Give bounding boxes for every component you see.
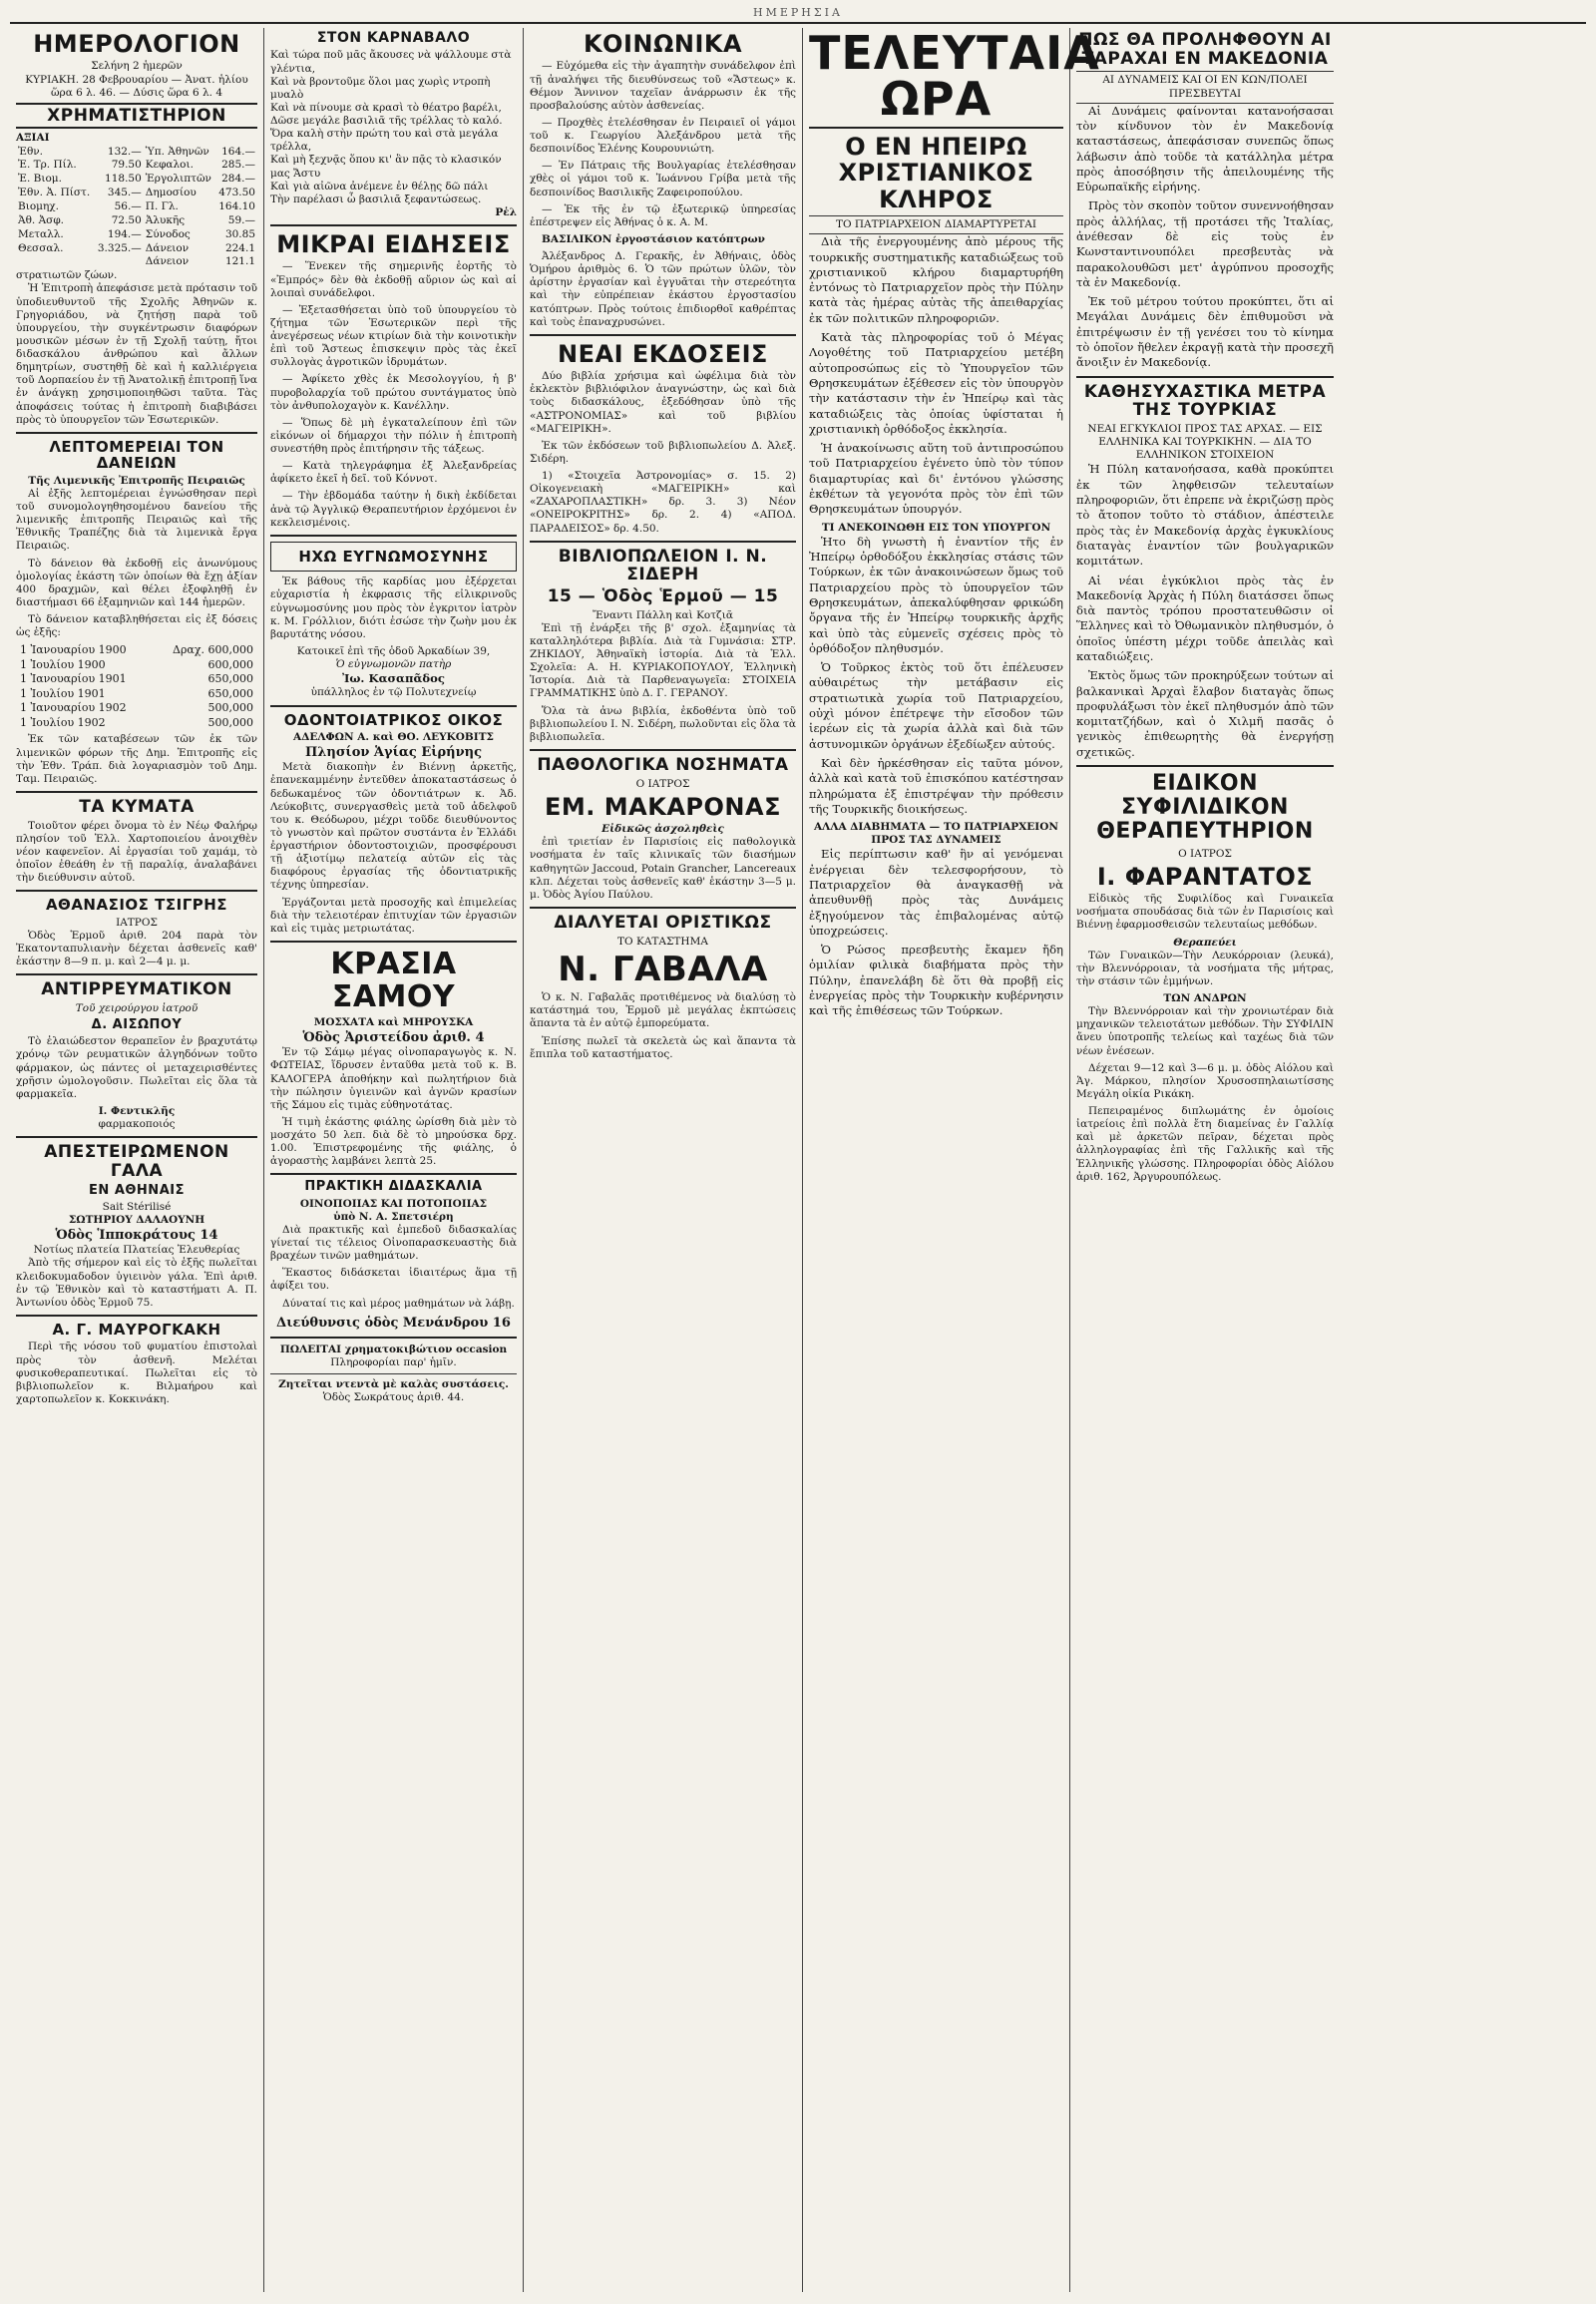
market-cell: Ἐθν. Ἀ. Πίστ.	[18, 187, 91, 199]
school-title: ΠΡΑΚΤΙΚΗ ΔΙΔΑΣΚΑΛΙΑ	[304, 1179, 483, 1195]
loan-amount: 650,000	[207, 686, 253, 700]
shop-name: Ν. ΓΑΒΑΛΑ	[558, 949, 768, 989]
wanted-text: Ζητεῖται ντεντὰ μὲ καλὰς συστάσεις.	[278, 1378, 509, 1391]
antirheum-text: Τὸ ἐλαιώδεστον θεραπεῖον ἐν βραχυτάτῳ χρόνῳ τῶν ρευματικῶν ἀλγηδόνων τοῦτο φάρμακον, ὡς πάντες οἱ μεταχειρισθέντες χρῆσιν ὡμολογοῦσιν. Πωλεῖται εἰς ὅλα τὰ φαρμακεῖα.	[16, 1035, 257, 1100]
lead-text-3: Ἡ ἀνακοίνωσις αὕτη τοῦ ἀντιπροσώπου τοῦ Πατριαρχείου ἐγένετο ὑπὸ τὸν τύπον διαμαρτυρίας καὶ δι' ἐντόνου γλώσσης ἐκθέτων τὰ γεγονότα πρὸς τὸν ἐπὶ τῶν Θρησκευμάτων ὑπουργόν.	[809, 441, 1063, 517]
market-cell: 285.—	[221, 159, 255, 172]
lead-text-1: Διὰ τῆς ἐνεργουμένης ἀπὸ μέρους τῆς τουρκικῆς συστηματικῆς καταδιώξεως τοῦ χριστιανικοῦ κλήρου διαμαρτυρήθη ἐντόνως τὸ Πατριαρχεῖον πρὸς τὴν Πύλην κατὰ τὰς ἡμέρας αὐτὰς τῆς ἀπειθαρχίας ἐκ τῶν πολιτικῶν πληροφοριῶν.	[809, 234, 1063, 325]
news-title: ΜΙΚΡΑΙ ΕΙΔΗΣΕΙΣ	[276, 230, 511, 259]
masthead-title: ΗΜΕΡΗΣΙΑ	[753, 6, 843, 19]
market-note: στρατιωτῶν ζώων.	[16, 269, 118, 282]
market-cell: Ἐ. Τρ. Πίλ.	[18, 159, 77, 172]
market-cell: 118.50	[105, 173, 142, 186]
verse-line: Καὶ τώρα ποῦ μᾶς ἄκουσες νὰ ψάλλουμε στὰ γλέντια,	[270, 49, 512, 75]
mirrors-text: Ἀλέξανδρος Δ. Γερακῆς, ἐν Ἀθήναις, ὁδὸς Ὁμήρου ἀριθμὸς 6. Ὁ τῶν πρώτων ὑλῶν, τὸν ἀρίστην ἐργασίαν καὶ ἐγγυᾶται τὴν στερεότητα καὶ τὴν εὐπρέπειαν ἑκάστου ἐργοστασίου κατόπτρων. Πρὸς τούτοις ἐπιδιορθοῖ καθρέπτας καὶ τοὺς ἐπαναχρυσώνει.	[530, 250, 796, 328]
school-text-3: Δύναταί τις καὶ μέρος μαθημάτων νὰ λάβῃ.	[282, 1297, 515, 1310]
market-cell: 59.—	[227, 213, 255, 226]
market-row	[16, 173, 257, 187]
pathology-text: ἐπὶ τριετίαν ἐν Παρισίοις εἰς παθολογικὰ νοσήματα ἐν ταῖς κλινικαῖς τῶν διασήμων καθηγητῶν Jaccoud, Potain Grancher, Lancereaux κλπ. Δέχεται τοὺς ἀσθενεῖς καθ' ἑκάστην 3—5 μ. μ. Ὁδὸς Ἀγίου Παύλου.	[530, 836, 796, 901]
karnavalo-title: ΣΤΟΝ ΚΑΡΝΑΒΑΛΟ	[316, 30, 471, 46]
social-title: ΚΟΙΝΩΝΙΚΑ	[583, 30, 743, 58]
loans-table	[16, 643, 257, 730]
news-item: — Ἀφίκετο χθὲς ἐκ Μεσολογγίου, ἡ β' πυροβολαρχία τοῦ πρώτου συντάγματος ὑπὸ τὸν ἀνθυπολοχαγὸν κ. Κανέλλην.	[270, 373, 517, 412]
clinic-text-8: Τῶν Γυναικῶν—Τὴν Λευκόρροιαν (λευκά), τὴν Βλεννόρροιαν, τὰ νοσήματα τῆς μήτρας, τὴν στάσιν τῶν ἐμμήνων.	[1076, 949, 1334, 987]
market-cell: 72.50	[111, 213, 142, 226]
lead-text-5: Ὁ Τοῦρκος ἐκτὸς τοῦ ὅτι ἐπέλευσεν αὐθαιρέτως τὴν μετάβασιν εἰς στρατιωτικὰ χωρία τοῦ Πατριαρχείου, οὐχὶ μόνον ἐπέτρεψε τὴν εἴσοδον τῶν ἱερέων εἰς τὰ χωρία ἀλλὰ καὶ διὰ τῶν ἀστυνομικῶν ὀργάνων ἐξεδίωξεν αὐτούς.	[809, 660, 1063, 751]
market-sub: ΑΞΙΑΙ	[16, 132, 50, 145]
column-4	[803, 26, 1100, 2292]
market-cell: 284.—	[221, 173, 255, 186]
market-cell: 30.85	[224, 227, 255, 240]
antirheum-signer-role: φαρμακοποιός	[98, 1118, 176, 1131]
occasion-title: ΠΩΛΕΙΤΑΙ χρηματοκιβώτιον occasion	[279, 1343, 508, 1355]
macedonia-text-3: Ἐκ τοῦ μέτρου τούτου προκύπτει, ὅτι αἱ Μεγάλαι Δυνάμεις δὲν ἐπιθυμοῦσι νὰ ἐπιτρέψωσιν ἐν τῇ γενέσει του τὸ κίνημα τὸ ὁποῖον ἤθελεν ἐκραγῇ κατὰ τὴν προσεχῆ ἄνοιξιν ἐν Μακεδονίᾳ.	[1076, 294, 1334, 370]
dentist-text: Μετὰ διακοπὴν ἐν Βιέννῃ ἀρκετῆς, ἐπανεκαμμένην ἐντεῦθεν ἀποκαταστάσεως ὁ δεδωκαμένος τῶν ὀδοντιάτρων κ. Ἀδ. Λεύκοβιτς, συνεργασθεὶς μετὰ τοῦ ἀδελφοῦ του κ. Θεόδωρου, μέχρι τοῦδε διευθύνοντος τὸ γνωστὸν καὶ πρῶτον συστάντα ἐν Ἑλλάδι ἐργαστήριον ὀδοντοστοιχιῶν, προσφέρουσι τῇ ἀξιοτίμῳ πελατείᾳ αὐτῶν εἰς τὰς διαφόρους ἐργασίας τῆς ὀδοντιατρικῆς τέχνης ὑπηρεσίαν.	[270, 761, 517, 892]
market-cell: 79.50	[111, 159, 142, 172]
market-cell: Ἐ. Βιομ.	[18, 173, 62, 186]
dentist-text-2: Ἐργάζονται μετὰ προσοχῆς καὶ ἐπιμελείας διὰ τὴν τελειοτέραν ἐπιτυχίαν τῶν ἐργασιῶν καὶ εἰς τιμὰς μετριωτάτας.	[270, 896, 517, 935]
lead-headline: Ο ΕΝ ΗΠΕΙΡΩ ΧΡΙΣΤΙΑΝΙΚΟΣ ΚΛΗΡΟΣ	[838, 133, 1034, 213]
lead-sub-2: ΤΙ ΑΝΕΚΟΙΝΩΘΗ ΕΙΣ ΤΟΝ ΥΠΟΥΡΓΟΝ	[821, 521, 1051, 534]
mirrors-title: ΒΑΣΙΛΙΚΟΝ ἐργοστάσιον κατόπτρων	[542, 232, 765, 245]
verse-line: Ὅρα καλὴ στὴν πρώτη του καὶ στὰ μεγάλα τρέλλα,	[270, 128, 499, 154]
antirheum-signer: Ι. Φεντικλῆς	[98, 1104, 176, 1117]
lead-text-2: Κατὰ τὰς πληροφορίας τοῦ ὁ Μέγας Λογοθέτης τοῦ Πατριαρχείου μετέβη αὐτοπροσώπως εἰς τὸ Ὑπουργεῖον τῶν Θρησκευμάτων ἐξέθεσεν εἰς τὸν ὑπουργὸν τὴν κατάστασιν τὴν ἐν Ἠπείρῳ καὶ τὰς καταδιώξεις τὰς ὁποίας ὑφίσταται ἡ χριστιανικὴ ὀρθόδοξος ἐκκλησία.	[809, 330, 1063, 436]
social-item: — Ἐν Πάτραις τῆς Βουλγαρίας ἐτελέσθησαν χθὲς οἱ γάμοι τοῦ κ. Ἰωάννου Γρίβα μετὰ τῆς δεσποινίδος Βασιλικῆς Ζαφειροπούλου.	[530, 160, 796, 198]
wine-price: Ἡ τιμὴ ἑκάστης φιάλης ὡρίσθη διὰ μὲν τὸ μοσχάτο 50 λεπ. διὰ δὲ τὸ μηρούσκα δρχ. 1.00. Ἐπιστρεφομένης τῆς φιάλης, ὁ ἀγοραστὴς λαμβάνει λεπτὰ 25.	[270, 1115, 517, 1168]
pathology-name: ΕΜ. ΜΑΚΑΡΟΝΑΣ	[545, 792, 781, 821]
wanted-addr: Ὁδὸς Σωκράτους ἀριθ. 44.	[322, 1391, 465, 1404]
loan-amount: 600,000	[207, 657, 253, 671]
market-cell: 164.—	[221, 145, 255, 158]
wine-addr: Ὁδὸς Ἀριστείδου ἀριθ. 4	[302, 1030, 485, 1046]
market-cell: Δάνειον	[145, 255, 190, 268]
loan-date: 1 Ἰανουαρίου 1900	[20, 643, 127, 657]
dentist-addr: Πλησίον Ἁγίας Εἰρήνης	[304, 745, 483, 761]
market-cell: 3.325.—	[97, 241, 142, 254]
calendar-moon: Σελήνη 2 ἡμερῶν	[91, 60, 183, 73]
market-cell: Ὑπ. Ἀθηνῶν	[145, 145, 209, 158]
loans-text-4: Ἐκ τῶν καταβέσεων τῶν ἐκ τῶν λιμενικῶν φόρων τῆς Δημ. Ἐπιτροπῆς εἰς τὴν Ἐθν. Τράπ. διὰ λογαριασμὸν τοῦ Δημ. Ταμ. Πειραιῶς.	[16, 733, 257, 785]
columns	[10, 28, 1586, 2292]
loan-date: 1 Ἰουλίου 1901	[20, 686, 106, 700]
loans-text-1: Αἱ ἐξῆς λεπτομέρειαι ἐγνώσθησαν περὶ τοῦ συνομολογηθησομένου δανείου τῆς λιμενικῆς ἐπιτροπῆς Πειραιῶς καὶ τῆς Ἐθνικῆς Τραπέζης διὰ τὰ λιμενικὰ ἔργα Πειραιῶς.	[16, 487, 257, 553]
lead-text-6: Καὶ δὲν ἠρκέσθησαν εἰς ταῦτα μόνον, ἀλλὰ καὶ κατὰ τοῦ ἐπισκόπου κατέστησαν πληρώματα ἐξ ἐπιστρέψαν τὴν πρόθεσιν τῆς Τουρκικῆς διοικήσεως.	[809, 755, 1063, 816]
market-cell: Ἀθ. Ἀσφ.	[18, 213, 65, 226]
lead-sub-3: ΑΛΛΑ ΔΙΑΒΗΜΑΤΑ — ΤΟ ΠΑΤΡΙΑΡΧΕΙΟΝ ΠΡΟΣ ΤΑΣ ΔΥΝΑΜΕΙΣ	[814, 821, 1058, 847]
market-row	[16, 228, 257, 242]
doctor-text: Ὁδὸς Ἑρμοῦ ἀριθ. 204 παρὰ τὸν Ἐκατονταπυλιανὴν δέχεται ἀσθενεῖς καθ' ἑκάστην 8—9 π. μ. καὶ 2—4 μ. μ.	[16, 929, 257, 968]
clinic-name: Ι. ΦΑΡΑΝΤΑΤΟΣ	[1096, 862, 1314, 891]
loan-row	[16, 672, 257, 687]
pathology-title: ΠΑΘΟΛΟΓΙΚΑ ΝΟΣΗΜΑΤΑ	[537, 754, 789, 775]
news-item: — Κατὰ τηλεγράφημα ἐξ Ἀλεξανδρείας ἀφίκετο ἐκεῖ ἡ δεῖ. τοῦ Κόννοτ.	[270, 460, 517, 486]
loan-amount: 500,000	[207, 715, 253, 729]
macedonia-text-1: Αἱ Δυνάμεις φαίνονται κατανοήσασαι τὸν κίνδυνον τὸν ἐν Μακεδονίᾳ καταστάσεως, ἀπεφάσισαν συνεπῶς ὅπως λάβωσιν ἀπὸ τοῦδε τὰ κατάλληλα μέτρα πρὸς ἀποσόβησιν τῆς ἀπειλουμένης τῆς Εὐρωπαϊκῆς εἰρήνης.	[1076, 103, 1334, 194]
milk-near: Νοτίως πλατεία Πλατείας Ἐλευθερίας	[33, 1244, 240, 1257]
mavrogaki-title: Α. Γ. ΜΑΥΡΟΓΚΑΚΗ	[52, 1320, 221, 1339]
clinic-title: ΕΙΔΙΚΟΝ ΣΥΦΙΛΙΔΙΚΟΝ ΘΕΡΑΠΕΥΤΗΡΙΟΝ	[1096, 771, 1314, 845]
market-cell: 194.—	[107, 227, 142, 240]
mavrogaki-text: Περὶ τῆς νόσου τοῦ φυματίου ἐπιστολαὶ πρὸς τὸν ἀσθενῆ. Μελέται φυσικοθεραπευτικαί. Πωλεῖται εἰς τὸ βιβλιοπωλεῖον κ. Βιλμαήρου καὶ χαρτοπωλεῖον κ. Κοκκινάκη.	[16, 1341, 257, 1405]
milk-brand: Sait Stérilisé	[102, 1200, 172, 1213]
loan-row	[16, 687, 257, 702]
turkey-text-4: Ἡ Πύλη κατανοήσασα, καθὰ προκύπτει ἐκ τῶν ληφθεισῶν τελευταίων πληροφοριῶν, ὅτι ἐπρεπε νὰ ἐκριζώσῃ πρὸς τὸ ἄτοπον τοῦτο τὸ στάδιον, ἀπέστειλε πρὸς τὰς ἐν Μακεδονίᾳ ἀρχὰς ἐγκυκλίους διαταγὰς ἐναντίον τῶν βουλγαρικῶν κομιτάτων.	[1076, 462, 1334, 569]
calendar-day: ΚΥΡΙΑΚΗ. 28 Φεβρουαρίου — Ἀνατ. ἡλίου ὥρα 6 λ. 46. — Δύσις ὥρα 6 λ. 4	[25, 73, 248, 99]
market-cell	[94, 255, 143, 269]
lead-hero: ΤΕΛΕΥΤΑΙΑ ΩΡΑ	[809, 26, 1100, 126]
dentist-sub: ΑΔΕΛΦΩΝ Α. καὶ ΘΟ. ΛΕΥΚΟΒΙΤΣ	[293, 731, 494, 744]
market-row	[16, 200, 257, 214]
market-cell: 56.—	[114, 200, 142, 213]
pathology-role: Ο ΙΑΤΡΟΣ	[635, 777, 690, 790]
bookshop-title: ΒΙΒΛΙΟΠΩΛΕΙΟΝ Ι. Ν. ΣΙΔΕΡΗ	[558, 546, 768, 585]
milk-address: Ὁδὸς Ἱπποκράτους 14	[55, 1228, 218, 1244]
pathology-sub: Εἰδικῶς ἀσχοληθεὶς	[601, 823, 724, 836]
macedonia-sub: ΑΙ ΔΥΝΑΜΕΙΣ ΚΑΙ ΟΙ ΕΝ ΚΩΝ/ΠΟΛΕΙ ΠΡΕΣΒΕΥΤΑΙ	[1076, 71, 1334, 103]
masthead	[10, 6, 1586, 24]
kymata-title: ΤΑ ΚΥΜΑΤΑ	[79, 796, 195, 817]
social-item: — Ἐκ τῆς ἐν τῷ ἐξωτερικῷ ὑπηρεσίας ἐπέστρεψεν εἰς Ἀθήνας ὁ κ. Α. Μ.	[530, 202, 796, 228]
loan-row	[16, 716, 257, 731]
market-row	[16, 146, 257, 160]
antirheum-title: ΑΝΤΙΡΡΕΥΜΑΤΙΚΟΝ	[41, 979, 232, 1000]
school-by: ὑπὸ Ν. Α. Σπετσιέρη	[333, 1210, 454, 1223]
antirheum-sub: Τοῦ χειρούργου ἰατροῦ	[75, 1001, 199, 1014]
karnavalo-verses	[270, 49, 517, 206]
market-cell: 473.50	[218, 187, 255, 199]
market-cell: 345.—	[107, 187, 142, 199]
clinic-text-7: Εἰδικὸς τῆς Συφιλίδος καὶ Γυναικεῖα νοσήματα σπουδάσας διὰ τῶν ἐν Παρισίοις καὶ Βιέννῃ ἐφαρμοσθεισῶν τελευταίως μεθόδων.	[1076, 893, 1334, 932]
editions-list: 1) «Στοιχεῖα Ἀστρονομίας» σ. 15. 2) Οἰκογενειακὴ «ΜΑΓΕΙΡΙΚΗ» καὶ «ΖΑΧΑΡΟΠΛΑΣΤΙΚΗ» δρ. 3. 3) Νέον «ΟΝΕΙΡΟΚΡΙΤΗΣ» δρ. 2. 4) «ΑΠΟΔ. ΠΑΡΑΔΕΙΣΟΣ» δρ. 4.50.	[530, 470, 796, 535]
market-cell: Θεσσαλ.	[18, 241, 64, 254]
market-cell: 132.—	[107, 145, 142, 158]
market-row	[16, 214, 257, 228]
committee-text: Ἡ Ἐπιτροπὴ ἀπεφάσισε μετὰ πρότασιν τοῦ ὑποδιευθυντοῦ τῆς Σχολῆς Ἀθηνῶν κ. Γρηγοριάδου, νὰ ζητήσῃ παρὰ τοῦ ὑπουργείου, τὴν συγκέντρωσιν διαφόρων μουσικῶν μέσων ἐν τῇ Σχολῇ ταύτῃ, ἤτοι διδασκάλου ἀνθρώπου καὶ ἄλλων δημητρίων, συστηθῇ δὲ καὶ ἡ καλλιέργεια τοῦ Δορπαείου ἐν τῇ Ἀνατολικῇ ἐπιτροπῇ ἵνα ἐν ἀνάγκῃ χρησιμοποιηθῶσι ταῦτα. Τὰς ἀποφάσεις τούτας ἡ ἐπιτροπὴ διαβιβάσει πρὸς τὸ ὑπουργεῖον τῶν Ἐσωτερικῶν.	[16, 282, 257, 426]
echo-title: ΗΧΩ ΕΥΓΝΩΜΟΣΥΝΗΣ	[298, 547, 489, 566]
social-item: — Προχθὲς ἐτελέσθησαν ἐν Πειραιεῖ οἱ γάμοι τοῦ κ. Γεωργίου Ἀλεξάνδρου μετὰ τῆς δεσποινίδος Ἑλένης Κουρουνιώτη.	[530, 116, 796, 156]
turkey-text-6: Ἐκτὸς ὅμως τῶν προκηρύξεων τούτων αἱ βαλκανικαὶ Ἀρχαὶ ἔλαβον διαταγὰς ὅπως προφυλάξωσι τὸν ἐκεῖ πληθυσμόν ἀπὸ τῶν κομιτατζήδων, καὶ ὁ Χιλμῆ πασᾶς ὁ γενικὸς ἐπιθεωρητὴς θὰ ἐνεργήσῃ σχετικῶς.	[1076, 668, 1334, 759]
column-3	[524, 28, 803, 2292]
antirheum-name: Δ. ΑΙΣΩΠΟΥ	[91, 1017, 183, 1033]
market-row	[16, 159, 257, 173]
verse-line: Καὶ νὰ πίνουμε σὰ κρασὶ τὸ θέατρο βαρέλι,	[270, 101, 502, 114]
verse-line: Δῶσε μεγάλε βασιλιᾶ τῆς τρέλλας τὸ καλό.	[270, 115, 503, 128]
clinic-hours: Δέχεται 9—12 καὶ 3—6 μ. μ. ὁδὸς Αἰόλου καὶ Ἁγ. Μάρκου, πλησίον Χρυσοσπηλαιωτίσσης Μεγάλη οἰκία Ρικάκη.	[1076, 1061, 1334, 1100]
news-item: — Ἐξετασθήσεται ὑπὸ τοῦ ὑπουργείου τὸ ζήτημα τῶν Ἐσωτερικῶν περὶ τῆς ἀνεγέρσεως νέων κτιρίων διὰ τὴν κοινοτικὴν ἐπὶ τοῦ Ἄστεως ἐπισκεψιν πρὸς τὰς ἐκεῖ συλλογὰς ἀγροτικῶν ἰδρυμάτων.	[270, 303, 517, 369]
turkey-title: ΚΑΘΗΣΥΧΑΣΤΙΚΑ ΜΕΤΡΑ ΤΗΣ ΤΟΥΡΚΙΑΣ	[1083, 381, 1327, 421]
doctor-role: ΙΑΤΡΟΣ	[116, 916, 158, 929]
verse-line: Τὴν παρέλασι ὦ βασιλιᾶ ξεφαντώσεως.	[270, 192, 482, 205]
editions-text-2: Ἐκ τῶν ἐκδόσεων τοῦ βιβλιοπωλείου Δ. Ἀλεξ. Σιδέρη.	[530, 439, 796, 465]
shop-title: ΔΙΑΛΥΕΤΑΙ ΟΡΙΣΤΙΚΩΣ	[554, 912, 772, 933]
doctor-name: ΑΘΑΝΑΣΙΟΣ ΤΣΙΓΡΗΣ	[45, 896, 228, 915]
market-row	[16, 187, 257, 200]
verse-line: Καὶ νὰ βροντοῦμε ὅλοι μας χωρὶς ντροπὴ μυαλὸ	[270, 75, 491, 101]
lead-text-7: Εἰς περίπτωσιν καθ' ἣν αἱ γενόμεναι ἐνέργειαι δὲν τελεσφορήσουν, τὸ Πατριαρχεῖον θὰ ἀναγκασθῇ νὰ ἀπευθυνθῇ πρὸς τὰς Δυνάμεις ἐξηγούμενον τὰς ἐπιβαλομένας αὐτῷ ὑποχρεώσεις.	[809, 847, 1063, 938]
school-text-2: Ἕκαστος διδάσκεται ἰδιαιτέρως ἅμα τῇ ἀφίξει του.	[270, 1267, 517, 1293]
loan-amount: Δραχ. 600,000	[173, 643, 253, 657]
loans-sub: Τῆς Λιμενικῆς Ἐπιτροπῆς Πειραιῶς	[28, 474, 245, 487]
market-table	[16, 146, 257, 270]
news-items	[270, 260, 517, 529]
news-item: — Ἕνεκεν τῆς σημερινῆς ἑορτῆς τὸ «Ἐμπρός» δὲν θὰ ἐκδοθῇ αὔριον ὡς καὶ αἱ λοιπαὶ συνάδελφοι.	[270, 260, 517, 299]
macedonia-title: ΠΩΣ ΘΑ ΠΡΟΛΗΦΘΟΥΝ ΑΙ ΤΑΡΑΧΑΙ ΕΝ ΜΑΚΕΔΟΝΙΑ	[1078, 30, 1332, 69]
milk-text: Ἀπὸ τῆς σήμερον καὶ εἰς τὸ ἑξῆς πωλεῖται κλειδοκυμαδοδον ὑγιεινὸν γάλα. Ἐπὶ ἀριθ. ἐν τῷ Ἐθνικὸν καὶ τὸ καταστήματι Α. Π. Ἀντωνίου ὁδὸς Ἑρμοῦ 75.	[16, 1257, 257, 1309]
lead-text-4: Ἡτο δὴ γνωστὴ ἡ ἐναντίον τῆς ἐν Ἠπείρῳ ὀρθοδόξου ἐκκλησίας στάσις τῶν Τούρκων, ἐκ τῶν ἀνακοινώσεων ὅμως τοῦ Πατριαρχείου πρὸς τὸ ὑπουργεῖον τῶν Θρησκευμάτων, ἀπεκαλύφθησαν φρικώδη ὄργανα τῆς ἐν Ἠπείρῳ τουρκικῆς ἀρχῆς καὶ ὑπὸ τὰς εὐμενεῖς σχέσεις πρὸς τὸ ὀρθόδοξον πληθυσμόν.	[809, 534, 1063, 655]
milk-owner: ΣΩΤΗΡΙΟΥ ΔΑΛΑΟΥΝΗ	[68, 1214, 205, 1226]
karnavalo-signature: Ρἑλ	[495, 205, 517, 218]
loans-title: ΛΕΠΤΟΜΕΡΕΙΑΙ ΤΟΝ ΔΑΝΕΙΩΝ	[49, 437, 224, 473]
clinic-text-9: Τὴν Βλεννόρροιαν καὶ τὴν χρονιωτέραν διὰ μηχανικῶν τελειοτάτων μεθόδων. Τὴν ΣΥΦΙΛΙΝ ἄνευ ὑποτροπῆς τελείως καὶ ταχέως διὰ τῶν νέων ἐνέσεων.	[1076, 1005, 1334, 1057]
market-cell: 164.10	[218, 200, 255, 213]
social-items	[530, 60, 796, 229]
market-cell: Π. Γλ.	[145, 200, 179, 213]
market-cell: Σύνοδος	[145, 227, 191, 240]
lead-sub: ΤΟ ΠΑΤΡΙΑΡΧΕΙΟΝ ΔΙΑΜΑΡΤΥΡΕΤΑΙ	[809, 215, 1063, 234]
milk-sub: ΕΝ ΑΘΗΝΑΙΣ	[89, 1182, 185, 1198]
loan-date: 1 Ἰουλίου 1902	[20, 715, 106, 729]
bookshop-text-2: Ὅλα τὰ ἀνω βιβλία, ἐκδοθέντα ὑπὸ τοῦ βιβλιοπωλείου Ι. Ν. Σιδέρη, πωλοῦνται εἰς ὅλα τὰ βιβλιοπωλεῖα.	[530, 704, 796, 743]
loans-text-3: Τὸ δάνειον καταβληθήσεται εἰς ἐξ δόσεις ὡς ἑξῆς:	[16, 613, 257, 639]
market-cell: Ἐθν.	[18, 145, 43, 158]
loans-text-2: Τὸ δάνειον θὰ ἐκδοθῇ εἰς ἀνωνύμους ὁμολογίας ἑκάστη τῶν ὁποίων θὰ ἔχῃ ἀξίαν 400 δραχμῶν, καὶ θέλει ἐξοφληθῇ ἐν διαστήμασι 66 ἑξαμηνιῶν καὶ 144 ἡμερῶν.	[16, 557, 257, 608]
market-cell: Κεφαλοι.	[145, 159, 194, 172]
echo-sign-note: ὑπάλληλος ἐν τῷ Πολυτεχνείῳ	[310, 686, 477, 699]
macedonia-text-2: Πρὸς τὸν σκοπὸν τοῦτον συνεννοήθησαν πρὸς ἀλλήλας, τῇ προτάσει τῆς Ἰταλίας, ἀνέθεσαν δὲ εἰς τοὺς ἐν Κωνσταντινουπόλει πρεσβευτὰς νὰ παρακολουθῶσι μετ' ἀγρύπνου προσοχῆς τὰ ἐν Μακεδονίᾳ.	[1076, 198, 1334, 289]
school-sub: ΟΙΝΟΠΟΙΙΑΣ ΚΑΙ ΠΟΤΟΠΟΙΙΑΣ	[299, 1197, 488, 1210]
milk-title: ΑΠΕΣΤΕΙΡΩΜΕΝΟΝ ΓΑΛΑ	[44, 1142, 229, 1181]
column-2	[264, 28, 524, 2292]
market-row	[16, 255, 257, 269]
loan-amount: 650,000	[207, 672, 253, 686]
wine-title: ΚΡΑΣΙΑ ΣΑΜΟΥ	[330, 946, 457, 1014]
market-cell	[16, 255, 94, 269]
news-item: — Τὴν ἑβδομάδα ταύτην ἡ δικὴ ἐκδίδεται ἀνὰ τῷ Ἀγγλικῷ Θεραπευτήριον ἐρχόμενοι ἐν κεκλεισμένοις.	[270, 490, 517, 529]
loan-date: 1 Ἰουλίου 1900	[20, 657, 106, 671]
echo-sign-role: Ὁ εὐγνωμονῶν πατὴρ	[335, 658, 452, 671]
loan-row	[16, 658, 257, 673]
market-cell: Ἀλυκῆς	[145, 213, 186, 226]
news-item: — Ὅπως δὲ μὴ ἐγκαταλείπουν ἐπὶ τῶν εἰκόνων οἱ δήμαρχοι τὴν πόλιν ἡ ἐπιτροπὴ συνεστήθη πρὸς ἐπιτήρησιν τῆς τάξεως.	[270, 416, 517, 456]
market-row	[16, 242, 257, 256]
loan-amount: 500,000	[207, 701, 253, 715]
turkey-text-5: Αἱ νέαι ἐγκύκλιοι πρὸς τὰς ἐν Μακεδονίᾳ Ἀρχὰς ἡ Πύλη διατάσσει ὅπως διὰ παντὸς τρόπου προστατευθῶσιν οἱ Ἕλληνες καὶ τὸ Ὀθωμανικὸν πληθυσμόν, ὁ ὁποῖος ὑπέστη μέχρι τοῦδε ἀπειλὰς καὶ καταδιώξεις.	[1076, 573, 1334, 663]
kymata-text: Τοιοῦτον φέρει ὄνομα τὸ ἐν Νέῳ Φαλήρῳ πλησίον τοῦ Ἑλλ. Χαρτοποιείου ἀνοιχθὲν νέον καφενεῖον. Αἱ ἐργασίαι τοῦ χαμάμ, τὸ ὁποῖον ἐθεάθη ἐν τῇ παραλίᾳ, ἀναλαβάνει τὴν διεύθυνσιν αὐτοῦ.	[16, 819, 257, 885]
column-1	[10, 28, 264, 2292]
market-cell: 121.1	[224, 255, 255, 268]
market-cell: 224.1	[224, 241, 255, 254]
clinic-text-10: Πεπειραμένος διπλωμάτης ἐν ὁμοίοις ἰατρείοις ἐπὶ πολλὰ ἔτη διαμείνας ἐν Γαλλίᾳ καὶ μὲ ἀρκετῶν πεῖραν, δέχεται πρὸς ἀλληλογραφίας ἐπὶ τῆς Γαλλικῆς καὶ τῆς Ἑλληνικῆς γλώσσης. Πληροφορίαι ὁδὸς Αἰόλου ἀριθ. 162, Ἀργυρουπόλεως.	[1076, 1105, 1334, 1183]
shop-text-2: Ἐπίσης πωλεῖ τὰ σκελετὰ ὡς καὶ ἅπαντα τὰ ἔπιπλα τοῦ καταστήματος.	[530, 1034, 796, 1060]
wine-sub: ΜΟΣΧΑΤΑ καὶ ΜΗΡΟΥΣΚΑ	[313, 1015, 474, 1028]
verse-line: Καὶ μὴ ξεχνᾷς ὅπου κι' ἂν πᾷς τὸ κλασικόν μας Ἄστυ	[270, 154, 502, 180]
market-cell: Ἐργολιπτῶν	[145, 173, 211, 186]
market-title: ΧΡΗΜΑΤΙΣΤΗΡΙΟΝ	[16, 103, 257, 130]
market-cell: Βιομηχ.	[18, 200, 59, 213]
clinic-sub-3: Θεραπεύει	[1173, 936, 1237, 949]
echo-text: Ἐκ βάθους τῆς καρδίας μου ἐξέρχεται εὐχαριστία ἡ ἐκφρασις τῆς εἰλικρινοῦς εὐγνωμοσύνης μου πρὸς τὸν ἐγκριτον ἰατρὸν κ. Μ. Γρόλλιον, διότι ἐσώσε τὴν ζωὴν μου ἐκ βαρυτάτης νόσου.	[270, 576, 517, 640]
editions-title: ΝΕΑΙ ΕΚΔΟΣΕΙΣ	[558, 339, 768, 368]
dentist-title: ΟΔΟΝΤΟΙΑΤΡΙΚΟΣ ΟΙΚΟΣ	[283, 710, 504, 729]
calendar-title: ΗΜΕΡΟΛΟΓΙΟΝ	[33, 30, 240, 58]
clinic-sub-4: ΤΩΝ ΑΝΔΡΩΝ	[1163, 992, 1247, 1005]
school-addr: Διεύθυνσις ὁδὸς Μενάνδρου 16	[276, 1315, 511, 1331]
school-text: Διὰ πρακτικῆς καὶ ἐμπεδοῦ διδασκαλίας γίνεταί τις τέλειος Οἰνοπαρασκευαστὴς διὰ βραχέων τινῶν μαθημάτων.	[270, 1223, 517, 1263]
loan-row	[16, 643, 257, 658]
shop-text: Ὁ κ. Ν. Γαβαλᾶς προτιθέμενος νὰ διαλύσῃ τὸ κατάστημά του, Ἑρμοῦ μὲ μεγάλας ἐκπτώσεις ἅπαντα τὰ ἐν αὐτῷ ἐμπορεύματα.	[530, 991, 796, 1030]
lead-text-8: Ὁ Ρώσος πρεσβευτὴς ἔκαμεν ἤδη ὁμιλίαν φιλικὰ διαβήματα πρὸς τὴν Πύλην, ἐπανελάβη δὲ ὅτι θὰ προβῇ εἰς ἐνεργείας πρὸς τὴν Τουρκικὴν κυβέρνησιν καὶ τῆς ἐπιθέσεως τῶν Τούρκων.	[809, 943, 1063, 1018]
clinic-role: Ο ΙΑΤΡΟΣ	[1178, 847, 1232, 860]
market-cell: Δάνειον	[145, 241, 190, 254]
column-5	[1070, 28, 1340, 2292]
occasion-text: Πληροφορίαι παρ' ἡμῖν.	[330, 1355, 457, 1368]
bookshop-addr: 15 — Ὁδὸς Ἑρμοῦ — 15	[547, 586, 779, 607]
echo-sign-name: Ἰω. Κασαπᾶδος	[342, 671, 445, 686]
echo-sign-line: Κατοικεῖ ἐπὶ τῆς ὁδοῦ Ἀρκαδίων 39,	[296, 644, 491, 657]
shop-sub: ΤΟ ΚΑΤΑΣΤΗΜΑ	[617, 935, 708, 948]
loan-date: 1 Ἰανουαρίου 1902	[20, 701, 127, 715]
editions-text: Δύο βιβλία χρήσιμα καὶ ὠφέλιμα διὰ τὸν ἐκλεκτὸν βιβλιόφιλον ἀναγνώστην, ὡς καὶ διὰ τοὺς διδασκάλους, ἐξεδόθησαν ὑπὸ τῆς «ΑΣΤΡΟΝΟΜΙΑΣ» καὶ τοῦ βιβλίου «ΜΑΓΕΙΡΙΚΗ».	[530, 370, 796, 435]
turkey-sub: ΝΕΑΙ ΕΓΚΥΚΛΙΟΙ ΠΡΟΣ ΤΑΣ ΑΡΧΑΣ. — ΕΙΣ ΕΛΛΗΝΙΚΑ ΚΑΙ ΤΟΥΡΚΙΚΗΝ. — ΔΙΑ ΤΟ ΕΛΛΗΝΙΚΟΝ ΣΤΟΙΧΕΙΟΝ	[1087, 423, 1323, 462]
bookshop-text: Ἐπὶ τῇ ἐνάρξει τῆς β' σχολ. ἐξαμηνίας τὰ καταλληλότερα βιβλία. Διὰ τὰ Γυμνάσια: ΣΤΡ. ΖΗΚΙΔΟΥ, Ἀθηναϊκὴ ἱστορία. Διὰ τὰ Ἑλλ. Σχολεῖα: Α. Η. ΚΥΡΙΑΚΟΠΟΥΛΟΥ, Ἑλληνικὴ Ἱστορία. Διὰ τὰ Παρθεναγωγεῖα: ΣΤΟΙΧΕΙΑ ΓΡΑΜΜΑΤΙΚΗΣ ὑπὸ Δ. Γ. ΓΕΡΑΝΟΥ.	[530, 621, 796, 700]
market-cell: Μεταλλ.	[18, 227, 64, 240]
social-item: — Εὐχόμεθα εἰς τὴν ἀγαπητὴν συνάδελφον ἐπὶ τῇ ἀναλήψει τῆς διευθύνσεως τοῦ «Ἄστεως» κ. Θέμον Ἄννινον ταχεῖαν ἀνάρρωσιν ἐκ τῆς προσβαλούσης αὐτὸν ἀσθενείας.	[530, 60, 796, 112]
wine-text: Ἐν τῷ Σάμῳ μέγας οἰνοπαραγωγὸς κ. Ν. ΦΩΤΕΙΑΣ, ἵδρυσεν ἐνταῦθα μετὰ τοῦ κ. Β. ΚΑΛΟΓΕΡΑ ἀποθήκην καὶ πωλητήριον διὰ τὴν πώλησιν ὑγιεινῶν καὶ ἁγνῶν κρασίων τῆς Σάμου εἰς τιμὰς εὐθηνοτάτας.	[270, 1046, 517, 1111]
loan-date: 1 Ἰανουαρίου 1901	[20, 672, 127, 686]
market-cell: Δημοσίου	[145, 187, 197, 199]
bookshop-near: Ἔναντι Πάλλη καὶ Κοτζιᾶ	[593, 608, 733, 621]
verse-line: Καὶ γιὰ αἰῶνα ἀνέμενε ἐν θέλῃς δῶ πάλι	[270, 180, 489, 192]
loan-row	[16, 701, 257, 716]
